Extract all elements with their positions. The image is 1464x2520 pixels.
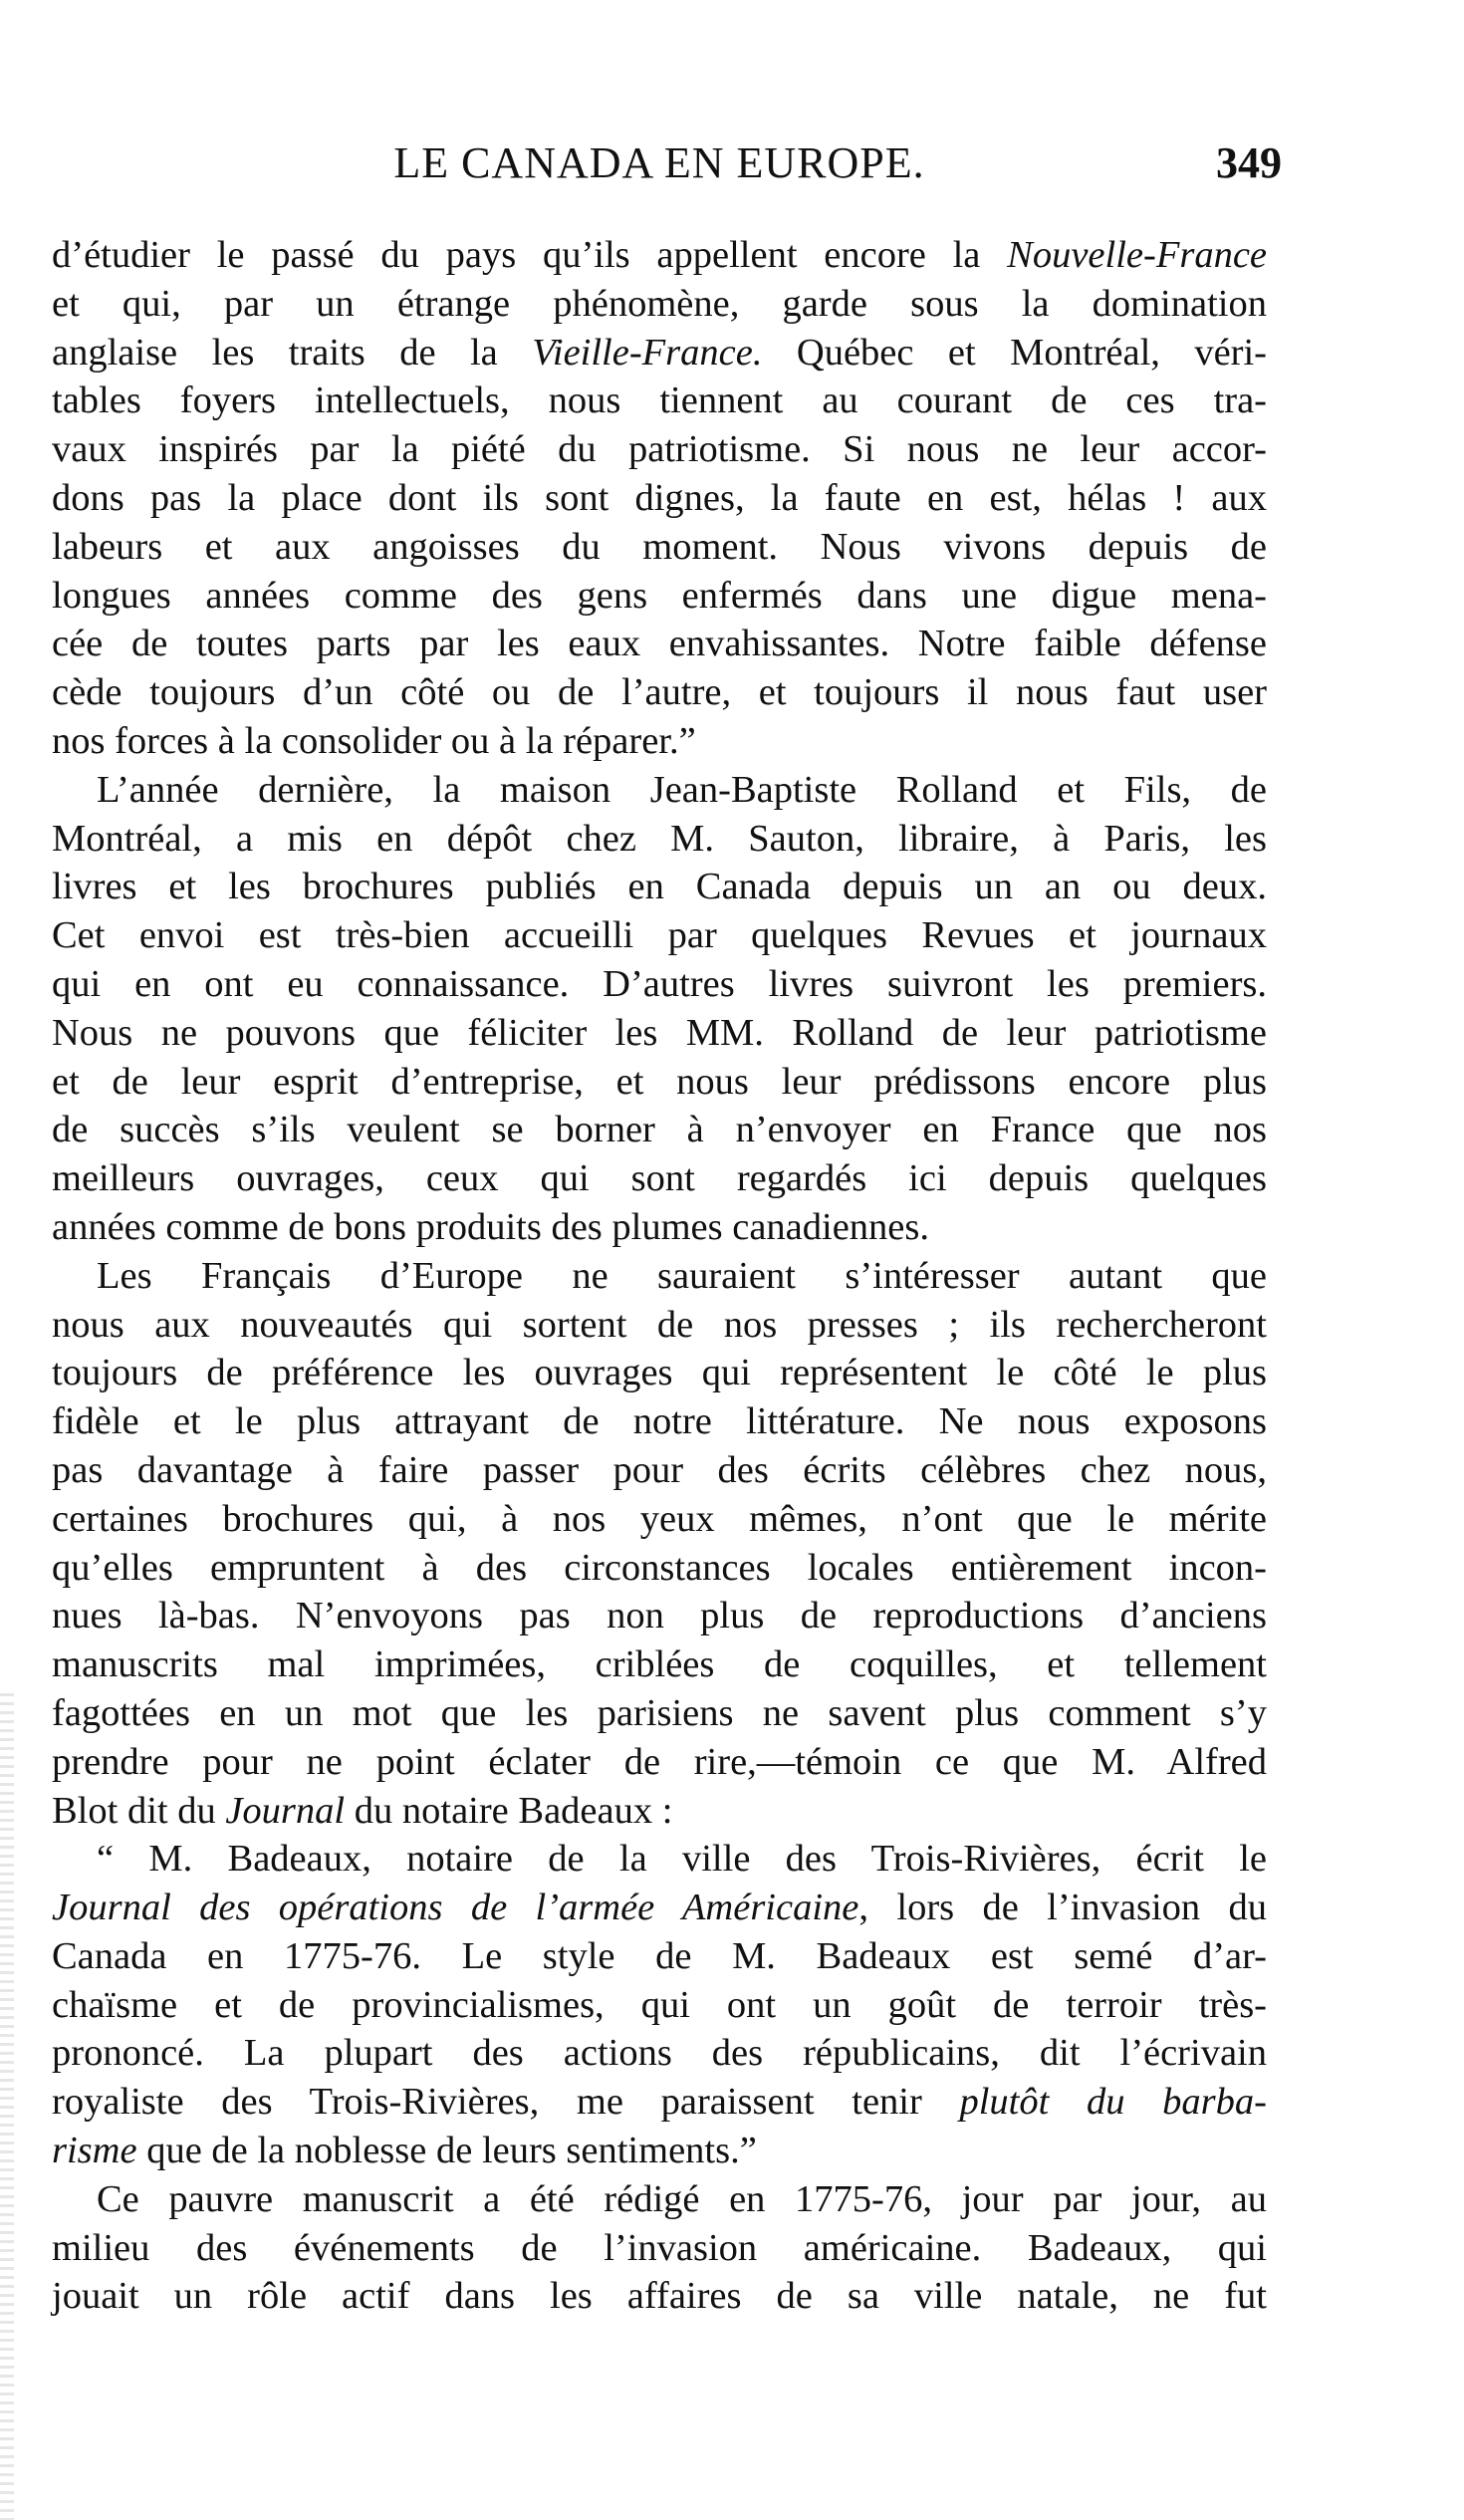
text-line: nos forces à la consolider ou à la réparer.” [52,719,696,762]
text-line: d’étudier le passé du pays qu’ils appellent encore la Nouvelle-France [52,234,1267,276]
scan-edge-shadow [0,1693,14,2520]
text-line: tables foyers intellectuels, nous tiennent au courant de ces tra- [52,379,1267,422]
text-line: prendre pour ne point éclater de rire,—témoin ce que M. Alfred [52,1740,1267,1783]
text-line: nous aux nouveautés qui sortent de nos presses ; ils rechercheront [52,1303,1267,1346]
text-line: Les Français d’Europe ne sauraient s’intéresser autant que [97,1254,1267,1297]
text-line: années comme de bons produits des plumes canadiennes. [52,1205,929,1248]
text-line: nues là-bas. N’envoyons pas non plus de reproductions d’anciens [52,1595,1267,1638]
text-line: anglaise les traits de la Vieille-France. Québec et Montréal, véri- [52,331,1268,374]
text-line: cée de toutes parts par les eaux envahissantes. Notre faible défense [52,623,1267,665]
text-line: meilleurs ouvrages, ceux qui sont regardés ici depuis quelques [52,1157,1267,1200]
text-line: Ce pauvre manuscrit a été rédigé en 1775-76, jour par jour, au [97,2177,1267,2220]
text-line: dons pas la place dont ils sont dignes, la faute en est, hélas ! aux [52,476,1267,519]
text-line: toujours de préférence les ouvrages qui représentent le côté le plus [52,1352,1267,1394]
page-number: 349 [1216,138,1282,187]
text-line: Montréal, a mis en dépôt chez M. Sauton, libraire, à Paris, les [52,817,1267,860]
body-text [52,231,1267,2321]
text-line: labeurs et aux angoisses du moment. Nous vivons depuis de [52,525,1267,568]
text-line: Blot dit du Journal du notaire Badeaux : [52,1789,673,1832]
text-line: L’année dernière, la maison Jean-Baptiste Rolland et Fils, de [97,768,1267,811]
text-line: cède toujours d’un côté ou de l’autre, et toujours il nous faut user [52,671,1267,714]
text-line: certaines brochures qui, à nos yeux mêmes, n’ont que le mérite [52,1497,1267,1540]
text-line: vaux inspirés par la piété du patriotisme. Si nous ne leur accor- [52,428,1267,471]
text-line: risme que de la noblesse de leurs sentiments.” [52,2130,757,2172]
text-line: fagottées en un mot que les parisiens ne savent plus comment s’y [52,1691,1267,1734]
text-line: pas davantage à faire passer pour des écrits célèbres chez nous, [52,1448,1267,1491]
text-line: de succès s’ils veulent se borner à n’envoyer en France que nos [52,1109,1267,1151]
text-line: milieu des événements de l’invasion américaine. Badeaux, qui [52,2226,1267,2269]
text-line: Canada en 1775-76. Le style de M. Badeaux est semé d’ar- [52,1934,1267,1977]
text-line: Cet envoi est très-bien accueilli par quelques Revues et journaux [52,914,1267,957]
text-line: “ M. Badeaux, notaire de la ville des Trois-Rivières, écrit le [97,1838,1267,1881]
text-line: et de leur esprit d’entreprise, et nous leur prédissons encore plus [52,1060,1267,1103]
text-line: prononcé. La plupart des actions des républicains, dit l’écrivain [52,2032,1267,2075]
running-head: LE CANADA EN EUROPE. [393,138,925,187]
text-line: jouait un rôle actif dans les affaires de sa ville natale, ne fut [52,2275,1267,2318]
text-line: et qui, par un étrange phénomène, garde sous la domination [52,282,1267,325]
text-line: longues années comme des gens enfermés dans une digue mena- [52,574,1267,617]
text-line: fidèle et le plus attrayant de notre littérature. Ne nous exposons [52,1400,1267,1443]
text-line: royaliste des Trois-Rivières, me paraissent tenir plutôt du barba- [52,2081,1267,2124]
text-line: qu’elles empruntent à des circonstances locales entièrement incon- [52,1546,1267,1589]
text-line: manuscrits mal imprimées, criblées de coquilles, et tellement [52,1643,1267,1686]
text-line: Nous ne pouvons que féliciter les MM. Rolland de leur patriotisme [52,1011,1267,1054]
page-header [52,137,1282,207]
text-line: Journal des opérations de l’armée Américaine, lors de l’invasion du [52,1887,1267,1929]
text-line: livres et les brochures publiés en Canada depuis un an ou deux. [52,866,1267,908]
text-line: chaïsme et de provincialismes, qui ont un goût de terroir très- [52,1983,1267,2026]
text-line: qui en ont eu connaissance. D’autres livres suivront les premiers. [52,962,1267,1005]
